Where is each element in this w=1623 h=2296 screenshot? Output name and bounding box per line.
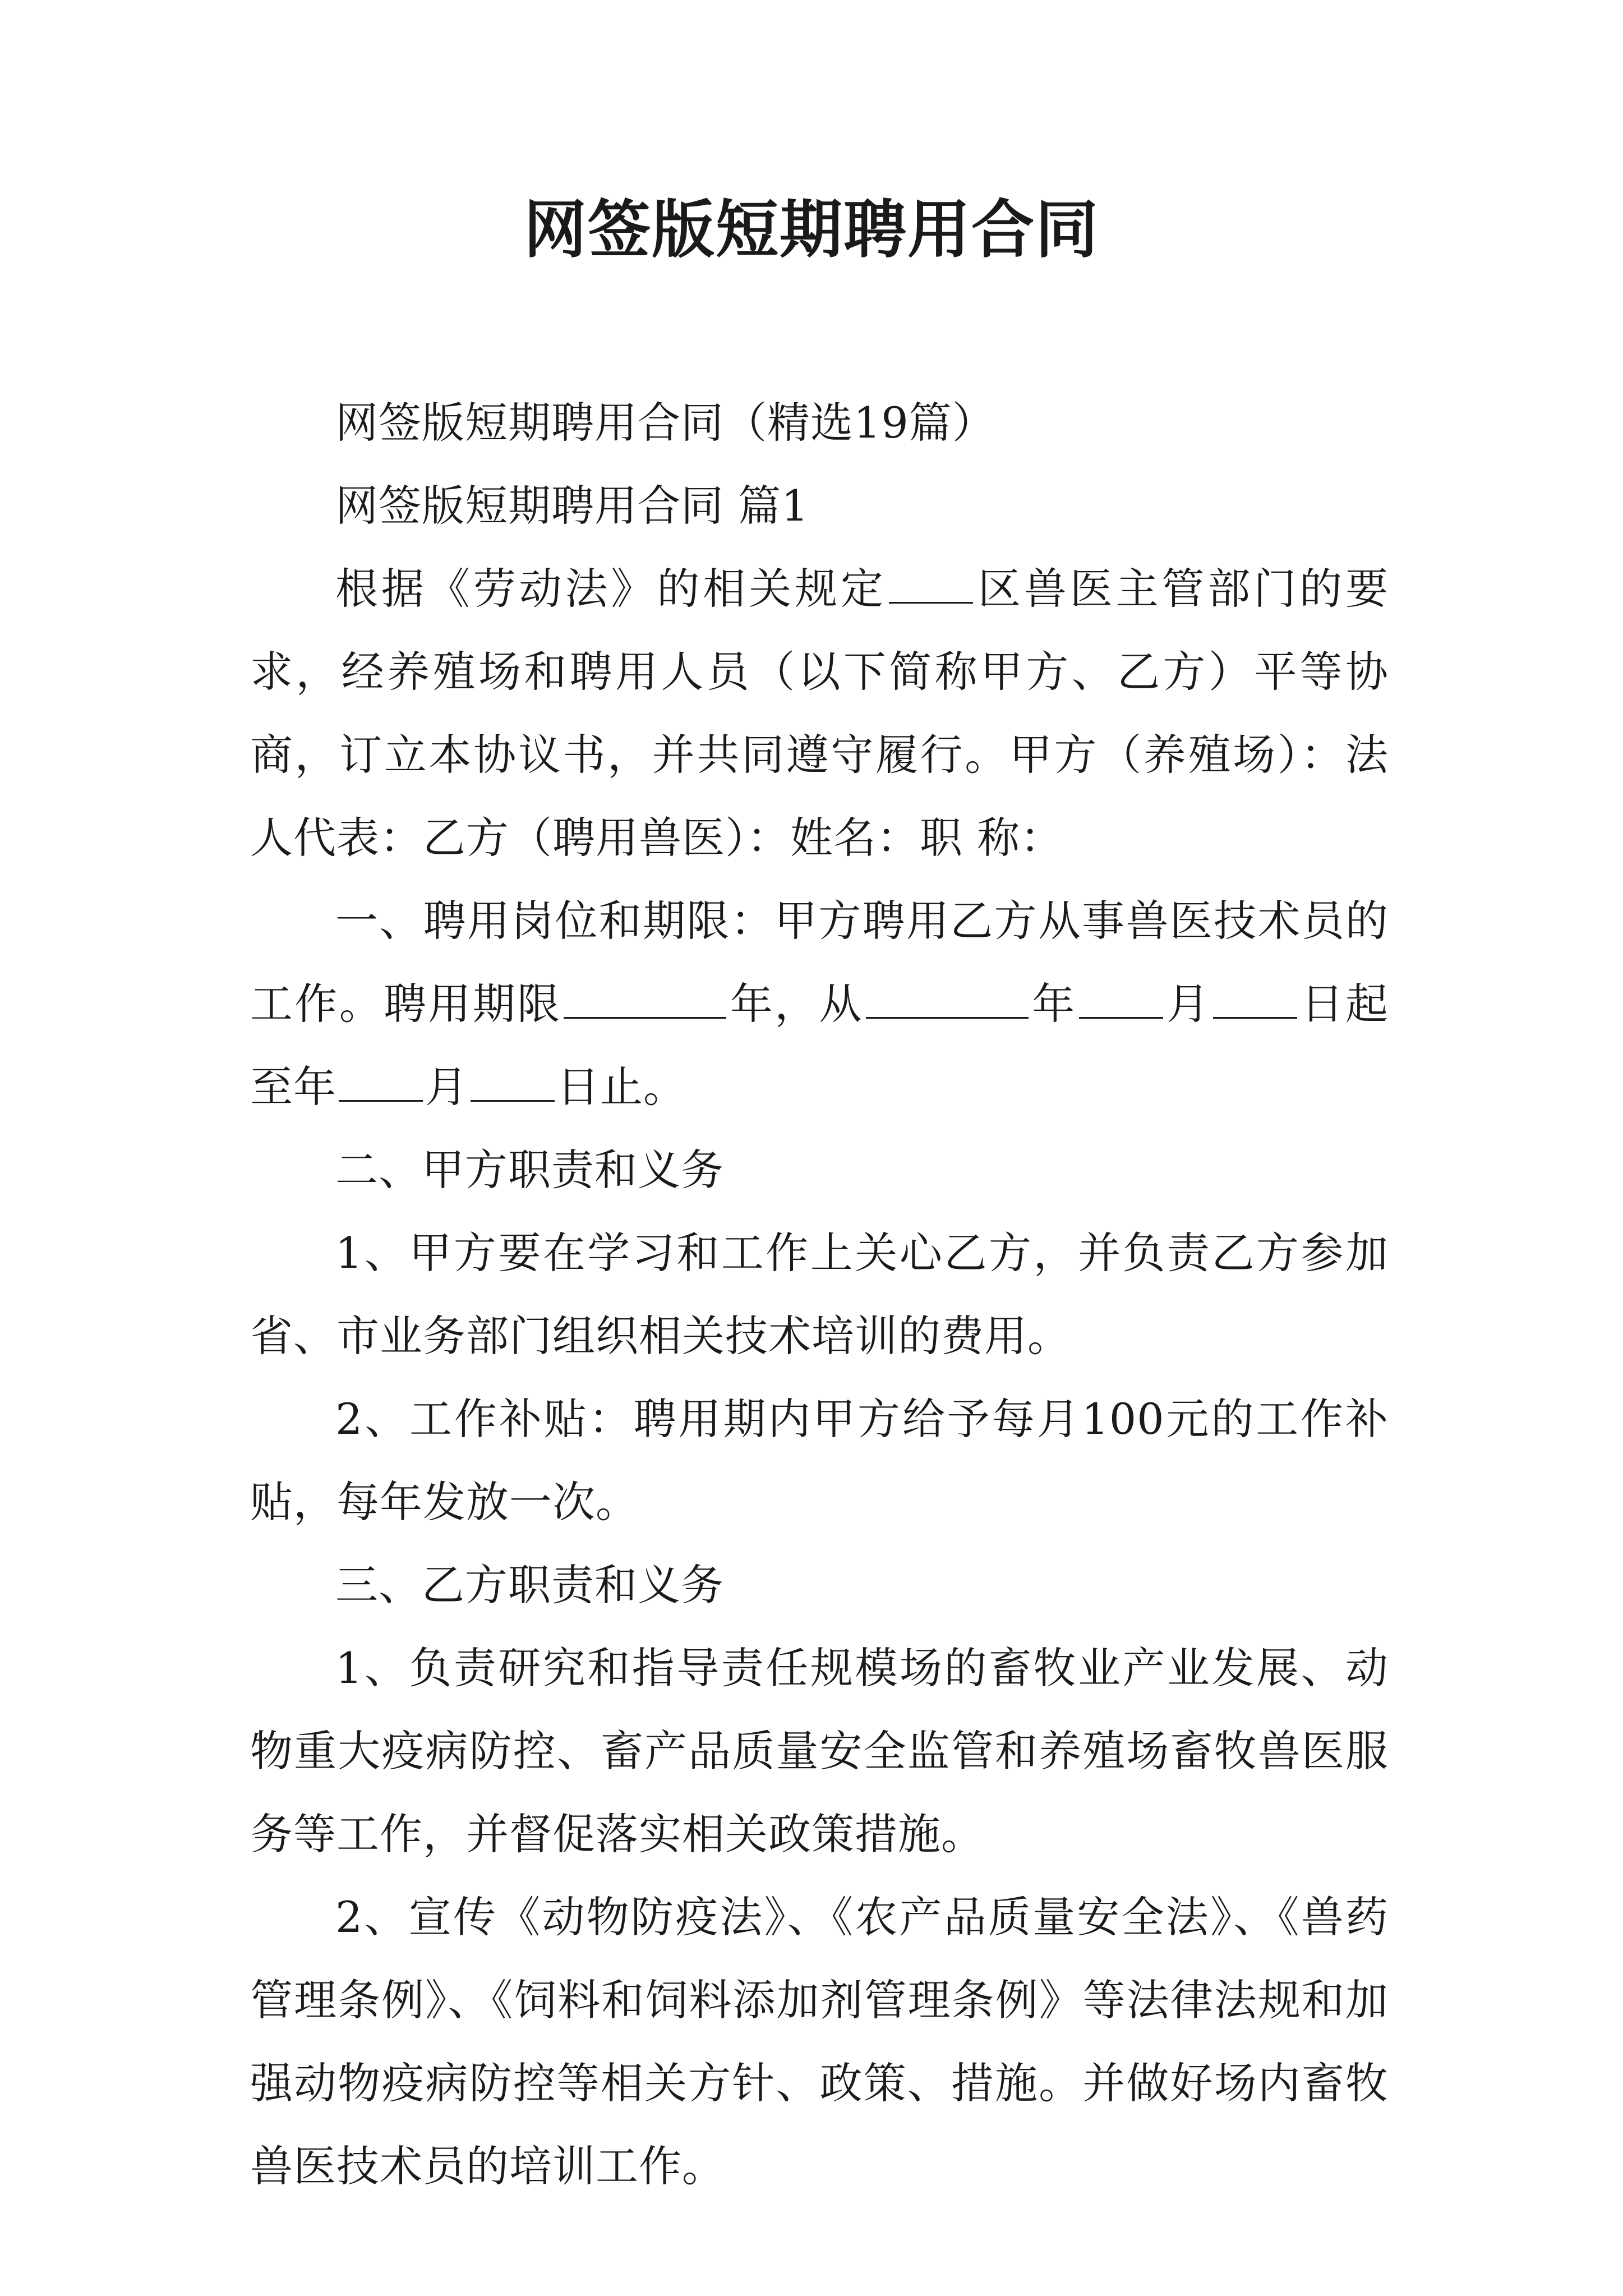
term-text-part2: 年，从 (728, 979, 864, 1029)
party-a-item-1: 1、甲方要在学习和工作上关心乙方，并负责乙方参加省、市业务部门组织相关技术培训的费用。 (250, 1228, 1389, 1361)
party-a-item-2: 2、工作补贴：聘用期内甲方给予每月100元的工作补贴，每年发放一次。 (250, 1394, 1389, 1527)
term-paragraph (250, 880, 1389, 1129)
section-heading: 网签版短期聘用合同 篇1 (335, 481, 809, 531)
document-title: 网签版短期聘用合同 (524, 193, 1099, 266)
term-text-part4: 月 (1165, 979, 1211, 1029)
document-subtitle: 网签版短期聘用合同（精选19篇） (335, 398, 995, 448)
party-b-item-2: 2、宣传《动物防疫法》、《农产品质量安全法》、《兽药管理条例》、《饲料和饲料添加剂管理条例》等法律法规和加强动物疫病防控等相关方针、政策、措施。并做好场内畜牧兽医技术员的培训工作。 (250, 1892, 1389, 2191)
term-text-part5: 日起至年 (250, 979, 1389, 1112)
blank-line (1213, 983, 1297, 1019)
term-text-part6: 月 (425, 1062, 468, 1112)
term-text-part7: 日止。 (557, 1062, 686, 1112)
blank-line (889, 568, 973, 604)
blank-line (564, 983, 726, 1019)
intro-text-part1: 根据《劳动法》的相关规定 (335, 564, 887, 614)
term-text-part1: 一、聘用岗位和期限：甲方聘用乙方从事兽医技术员的工作。聘用期限 (250, 896, 1389, 1029)
intro-paragraph (250, 547, 1389, 880)
document-body (250, 381, 1389, 2208)
blank-line (1079, 983, 1163, 1019)
party-a-heading: 二、甲方职责和义务 (335, 1145, 724, 1195)
intro-text-part2: 区兽医主管部门的要求，经养殖场和聘用人员（以下简称甲方、乙方）平等协商，订立本协议书，并共同遵守履行。甲方（养殖场）：法人代表：乙方（聘用兽医）：姓名：职 称： (250, 564, 1389, 863)
party-b-heading: 三、乙方职责和义务 (335, 1560, 724, 1610)
blank-line (471, 1066, 555, 1102)
party-b-item-1: 1、负责研究和指导责任规模场的畜牧业产业发展、动物重大疫病防控、畜产品质量安全监管和养殖场畜牧兽医服务等工作，并督促落实相关政策措施。 (250, 1643, 1389, 1859)
term-text-part3: 年 (1030, 979, 1077, 1029)
blank-line (866, 983, 1029, 1019)
blank-line (339, 1066, 423, 1102)
